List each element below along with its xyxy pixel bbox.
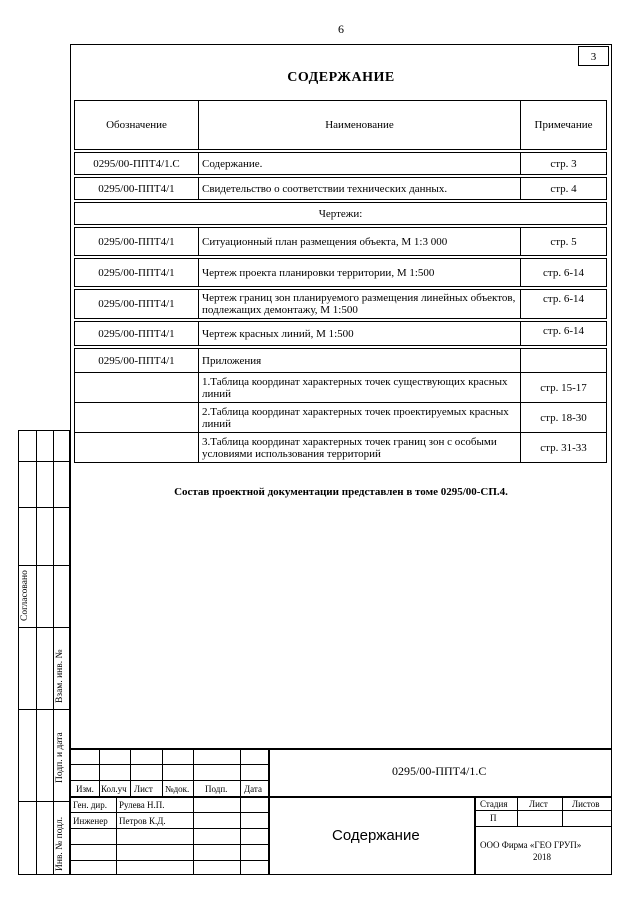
table-row <box>75 259 607 287</box>
row-note: стр. 4 <box>521 178 607 200</box>
summary-note: Состав проектной документации представлен в томе 0295/00-СП.4. <box>174 486 508 498</box>
row-code: 0295/00-ППТ4/1 <box>75 259 199 287</box>
year: 2018 <box>533 852 551 862</box>
page-number: 6 <box>338 22 344 36</box>
table-row <box>75 153 607 175</box>
row-name: 1.Таблица координат характерных точек существующих красных линий <box>199 373 521 403</box>
row-name: Чертеж границ зон планируемого размещения линейных объектов, подлежащих демонтажу, М 1:500 <box>199 290 521 319</box>
row-note: стр. 5 <box>521 228 607 256</box>
title-block <box>70 748 612 875</box>
row-note: стр. 6-14 <box>521 259 607 287</box>
company-name: ООО Фирма «ГЕО ГРУП» <box>480 840 582 850</box>
table-row <box>75 178 607 200</box>
sheet-number: 3 <box>578 46 609 66</box>
row-note: стр. 18-30 <box>521 403 607 433</box>
sign-date-label: Подп. и дата <box>55 732 65 783</box>
col-sheet: Лист <box>134 784 153 794</box>
row-name: Свидетельство о соответствии технических данных. <box>199 178 521 200</box>
row-note: стр. 6-14 <box>521 290 607 319</box>
row-note: стр. 15-17 <box>521 373 607 403</box>
document-name: Содержание <box>332 827 420 844</box>
row-note: стр. 31-33 <box>521 433 607 463</box>
row-note: стр. 6-14 <box>521 322 607 346</box>
side-stamp <box>18 430 70 875</box>
table-row <box>75 322 607 346</box>
row-code: 0295/00-ППТ4/1 <box>75 290 199 319</box>
row-name: 2.Таблица координат характерных точек проектируемых красных линий <box>199 403 521 433</box>
row-name: Ситуационный план размещения объекта, М 1:3 000 <box>199 228 521 256</box>
document-code: 0295/00-ППТ4/1.С <box>392 764 487 778</box>
col-qty: Кол.уч <box>101 784 127 794</box>
stage-value: П <box>490 813 497 823</box>
row-code: 0295/00-ППТ4/1 <box>75 322 199 346</box>
row-code: 0295/00-ППТ4/1 <box>75 349 199 373</box>
sheets-label: Листов <box>572 799 600 809</box>
table-row <box>75 433 607 463</box>
header-code: Обозначение <box>75 101 199 150</box>
agreed-label: Согласовано <box>20 570 30 621</box>
gen-dir-name: Рулева Н.П. <box>119 800 165 810</box>
table-header <box>75 101 607 150</box>
row-name: 3.Таблица координат характерных точек границ зон с особыми условиями использования территорий <box>199 433 521 463</box>
row-code <box>75 403 199 433</box>
row-name: Приложения <box>199 349 521 373</box>
row-code: 0295/00-ППТ4/1.С <box>75 153 199 175</box>
col-change: Изм. <box>76 784 94 794</box>
col-date: Дата <box>244 784 262 794</box>
row-note: стр. 3 <box>521 153 607 175</box>
inv-replace-label: Взам. инв. № <box>55 649 65 703</box>
engineer-name: Петров К.Д. <box>119 816 166 826</box>
row-code: 0295/00-ППТ4/1 <box>75 178 199 200</box>
table-row <box>75 373 607 403</box>
engineer-label: Инженер <box>73 816 108 826</box>
stage-label: Стадия <box>480 799 508 809</box>
page-title: СОДЕРЖАНИЕ <box>287 70 395 85</box>
row-name: Чертеж проекта планировки территории, М 1:500 <box>199 259 521 287</box>
table-row <box>75 403 607 433</box>
inv-orig-label: Инв. № подл. <box>55 816 65 871</box>
contents-table <box>74 100 607 463</box>
col-sign: Подп. <box>205 784 228 794</box>
row-code <box>75 373 199 403</box>
table-row <box>75 290 607 319</box>
row-name: Содержание. <box>199 153 521 175</box>
section-title: Чертежи: <box>75 203 607 225</box>
gen-dir-label: Ген. дир. <box>73 800 107 810</box>
section-row <box>75 203 607 225</box>
header-name: Наименование <box>199 101 521 150</box>
sheet-label: Лист <box>529 799 548 809</box>
row-name: Чертеж красных линий, М 1:500 <box>199 322 521 346</box>
table-row <box>75 349 607 373</box>
row-code: 0295/00-ППТ4/1 <box>75 228 199 256</box>
header-note: Примечание <box>521 101 607 150</box>
row-code <box>75 433 199 463</box>
table-row <box>75 228 607 256</box>
row-note <box>521 349 607 373</box>
col-doc: №док. <box>165 784 190 794</box>
